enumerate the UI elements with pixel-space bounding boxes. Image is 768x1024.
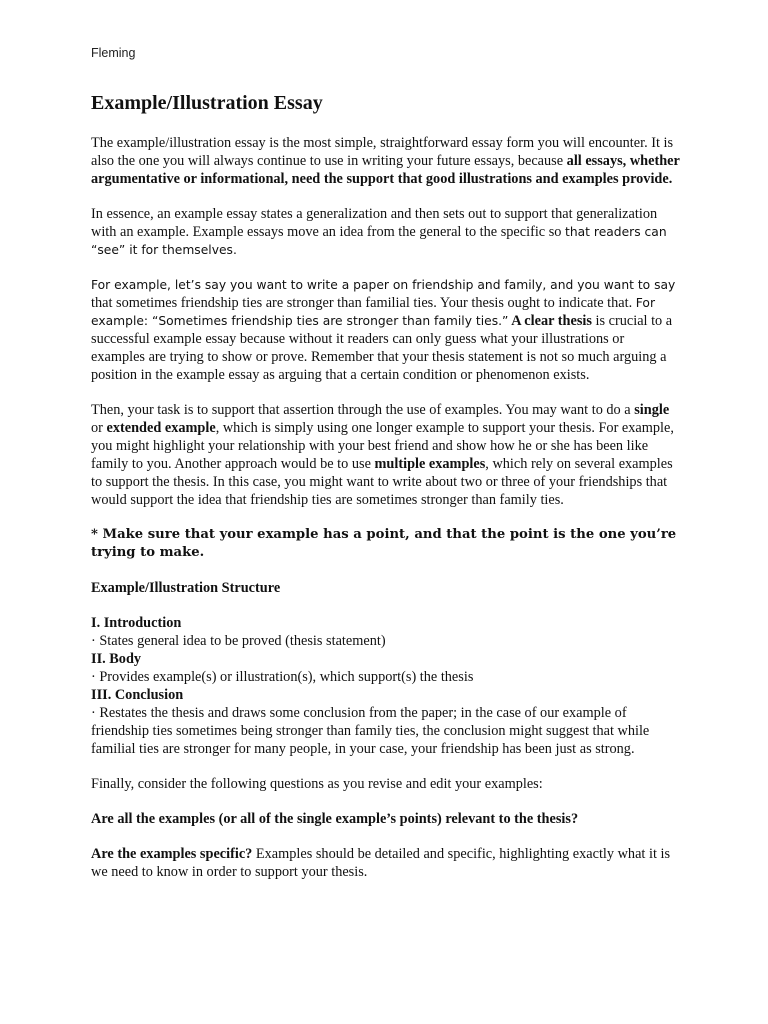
paragraph-support-bold-extended: extended example [106, 420, 216, 436]
paragraph-support [91, 401, 681, 509]
paragraph-support-text-3: , which is simply using one longer example to support your thesis. For example, you might highlight your relationship with your best friend and show how he or she has been like family to you. Another approach would be to use [91, 420, 674, 472]
paragraph-support-bold-single: single [634, 402, 670, 418]
paragraph-finally: Finally, consider the following questions as you revise and edit your examples: [91, 776, 543, 792]
outline-introduction-heading: I. Introduction [91, 615, 182, 631]
paragraph-support-bold-multiple: multiple examples [374, 456, 486, 472]
paragraph-thesis-bold: A clear thesis [508, 313, 592, 329]
paragraph-thesis-text-2: that sometimes friendship ties are stronger than familial ties. Your thesis ought to indicate that. [91, 295, 636, 311]
paragraph-thesis [91, 276, 681, 384]
outline-conclusion-item: · Restates the thesis and draws some conclusion from the paper; in the case of our example of friendship ties sometimes being stronger than family ties, the conclusion might suggest that while familial ties are stronger for many people, in your case, your friendship has been just as strong. [91, 704, 681, 758]
paragraph-support-text-1: Then, your task is to support that assertion through the use of examples. You may want to do a [91, 402, 635, 418]
question-specific [91, 845, 681, 881]
page-title: Example/Illustration Essay [91, 92, 323, 114]
paragraph-thesis-text-1: For example, let’s say you want to write a paper on friendship and family, and you want to say [91, 278, 676, 292]
paragraph-thesis-quote: For example: “Sometimes friendship ties are stronger than family ties.” [91, 296, 655, 328]
question-specific-text: Examples should be detailed and specific, highlighting exactly what it is we need to know in order to support your thesis. [91, 846, 671, 880]
paragraph-intro-text: The example/illustration essay is the most simple, straightforward essay form you will encounter. It is also the one you will always continue to use in writing your future essays, because [91, 135, 674, 169]
outline-body-item: · Provides example(s) or illustration(s), which support(s) the thesis [91, 668, 681, 686]
paragraph-essence-text: In essence, an example essay states a generalization and then sets out to support that generalization with an example. Example essays move an idea from the general to the specific so [91, 206, 658, 240]
structure-heading: Example/Illustration Structure [91, 580, 281, 596]
outline-introduction-item: · States general idea to be proved (thesis statement) [91, 632, 681, 650]
paragraph-support-text-2: or [91, 420, 107, 436]
paragraph-essence [91, 205, 681, 259]
header-author: Fleming [91, 46, 136, 60]
outline-conclusion-heading: III. Conclusion [91, 687, 184, 703]
structure-outline [91, 614, 681, 758]
paragraph-intro [91, 134, 681, 188]
question-relevant: Are all the examples (or all of the single example’s points) relevant to the thesis? [91, 811, 579, 827]
paragraph-support-text-4: , which rely on several examples to support the thesis. In this case, you might want to write about two or three of your friendships that would support the idea that friendship ties are sometimes stronger than family ties. [91, 456, 673, 508]
document-body [91, 134, 681, 898]
question-specific-bold: Are the examples specific? [91, 846, 253, 862]
note: * Make sure that your example has a point, and that the point is the one you’re trying to make. [91, 527, 677, 560]
paragraph-essence-text-2: that readers can “see” it for themselves. [91, 225, 667, 257]
paragraph-intro-bold: all essays, whether argumentative or informational, need the support that good illustrations and examples provide. [91, 153, 680, 187]
paragraph-thesis-text-3: is crucial to a successful example essay because without it readers can only guess what your illustrations or examples are trying to show or prove. Remember that your thesis statement is not so much arguing a position in the example essay as arguing that a certain condition or phenomenon exists. [91, 313, 673, 383]
outline-body-heading: II. Body [91, 651, 142, 667]
